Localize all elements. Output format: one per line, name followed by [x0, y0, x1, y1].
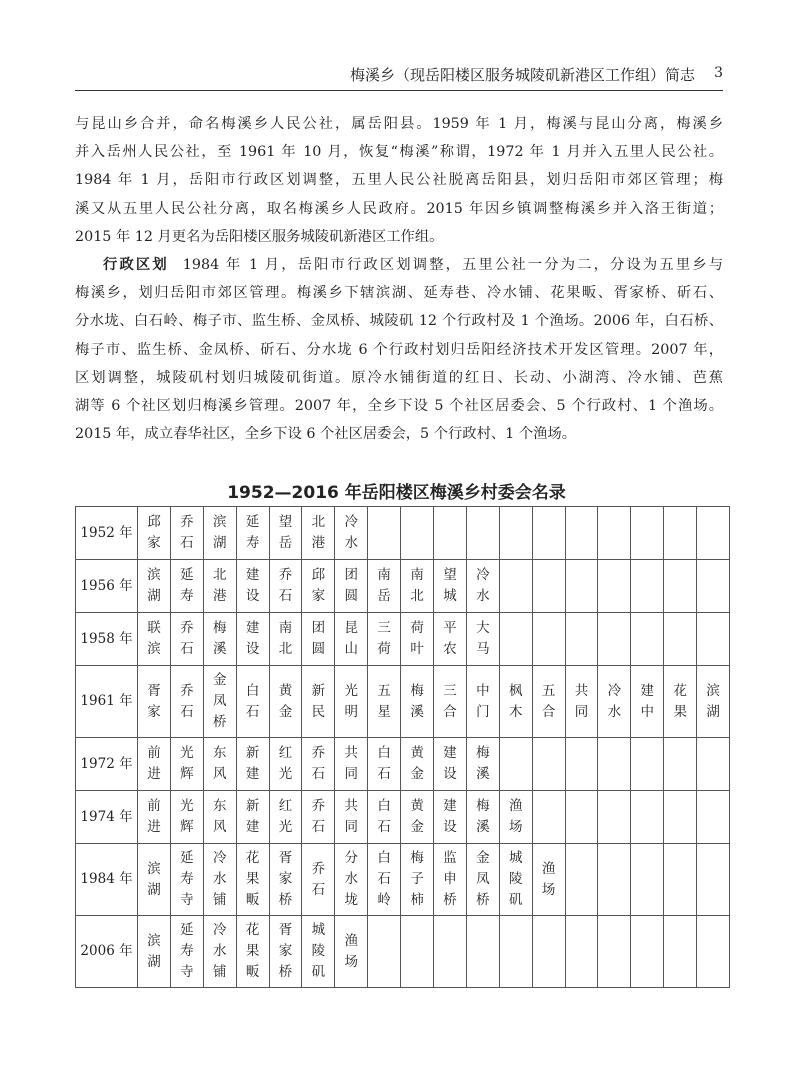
empty-cell — [368, 507, 401, 560]
village-name: 北港 — [311, 514, 326, 551]
village-name: 梅溪 — [476, 745, 490, 782]
village-name: 冷水 — [476, 567, 490, 604]
village-cell — [203, 738, 236, 791]
section-term: 行政区划 — [103, 256, 169, 273]
village-name: 建设 — [443, 745, 457, 782]
village-cell — [697, 666, 730, 738]
village-name: 新民 — [311, 682, 326, 720]
village-cell — [335, 507, 368, 560]
village-cell — [335, 791, 368, 844]
village-name: 建设 — [245, 620, 260, 657]
village-cell — [335, 738, 368, 791]
village-name: 光辉 — [180, 745, 194, 782]
village-name: 东风 — [212, 798, 227, 835]
village-name: 北港 — [212, 567, 227, 604]
village-cell — [302, 738, 335, 791]
village-cell — [335, 613, 368, 666]
empty-cell — [598, 791, 631, 844]
empty-cell — [631, 916, 664, 988]
empty-cell — [631, 738, 664, 791]
village-name: 黄金 — [410, 798, 424, 835]
text-line: 与昆山乡合并，命名梅溪乡人民公社，属岳阳县。1959 年 1 月，梅溪与昆山分离，梅溪乡 — [75, 116, 723, 132]
village-name: 建中 — [640, 682, 655, 720]
village-cell — [499, 666, 532, 738]
village-cell — [466, 791, 499, 844]
table-row — [76, 916, 730, 988]
village-name: 延寿 — [180, 567, 194, 604]
year-cell: 1958 年 — [76, 613, 138, 666]
empty-cell — [697, 507, 730, 560]
running-header — [75, 62, 723, 91]
table-row — [76, 560, 730, 613]
empty-cell — [499, 738, 532, 791]
village-cell — [269, 507, 302, 560]
village-name: 冷水 — [344, 514, 359, 551]
village-name: 建设 — [245, 567, 260, 604]
paragraph-history — [75, 110, 723, 251]
empty-cell — [598, 916, 631, 988]
village-cell — [598, 666, 631, 738]
village-cell — [368, 738, 401, 791]
village-name: 梅溪 — [410, 682, 424, 720]
table-row — [76, 613, 730, 666]
empty-cell — [598, 738, 631, 791]
village-cell — [236, 791, 269, 844]
village-name: 乔石 — [180, 620, 194, 657]
village-name: 三合 — [443, 682, 457, 720]
village-name: 共同 — [344, 745, 359, 782]
village-name: 冷水铺 — [212, 922, 227, 980]
village-cell — [236, 666, 269, 738]
village-cell — [203, 666, 236, 738]
village-name: 邱家 — [147, 514, 161, 551]
village-name: 五合 — [541, 682, 556, 720]
village-cell — [269, 844, 302, 916]
empty-cell — [664, 916, 697, 988]
village-name: 乔石 — [311, 860, 326, 898]
village-name: 监申桥 — [443, 850, 457, 908]
village-name: 渔场 — [508, 798, 523, 835]
village-name: 城陵矶 — [311, 922, 326, 980]
village-name: 白石 — [377, 798, 391, 835]
village-name: 延寿 — [245, 514, 260, 551]
text-line: 并入岳州人民公社，至 1961 年 10 月，恢复“梅溪”称谓，1972 年 1 月并入五里人民公社。 — [75, 144, 723, 161]
village-name: 花果 — [673, 682, 687, 720]
text-line: 湖等 6 个社区划归梅溪乡管理。2007 年，全乡下设 5 个社区居委会、5 个行政村、1 个渔场。 — [75, 397, 723, 414]
village-name: 新建 — [245, 745, 260, 782]
empty-cell — [664, 507, 697, 560]
village-cell — [302, 666, 335, 738]
village-name: 光明 — [344, 682, 359, 720]
village-name: 乔石 — [311, 798, 326, 835]
text-line: 分水垅、白石岭、梅子市、监生桥、金凤桥、城陵矶 12 个行政村及 1 个渔场。2006 年，白石桥、 — [75, 313, 723, 330]
village-cell — [203, 560, 236, 613]
village-cell — [401, 666, 434, 738]
year-cell: 1974 年 — [76, 791, 138, 844]
table-row — [76, 738, 730, 791]
village-cell — [434, 738, 467, 791]
village-cell — [499, 844, 532, 916]
village-name: 共同 — [574, 682, 589, 720]
empty-cell — [697, 844, 730, 916]
empty-cell — [664, 738, 697, 791]
empty-cell — [499, 560, 532, 613]
village-name: 冷水铺 — [212, 850, 227, 908]
village-cell — [203, 791, 236, 844]
village-name: 乔石 — [180, 514, 194, 551]
empty-cell — [532, 916, 565, 988]
village-name: 分水垅 — [344, 850, 359, 908]
village-name: 滨湖 — [147, 860, 161, 898]
village-cell — [302, 507, 335, 560]
village-name: 黄金 — [278, 682, 293, 720]
empty-cell — [697, 791, 730, 844]
village-name: 梅子柿 — [410, 850, 424, 908]
village-cell — [138, 844, 171, 916]
village-name: 金凤桥 — [212, 672, 227, 730]
village-name: 白石 — [245, 682, 260, 720]
village-name: 前进 — [147, 745, 161, 782]
empty-cell — [565, 560, 598, 613]
village-name: 金凤桥 — [476, 850, 490, 908]
village-cell — [203, 507, 236, 560]
table-row — [76, 791, 730, 844]
empty-cell — [631, 844, 664, 916]
village-name: 胥家桥 — [278, 922, 293, 980]
empty-cell — [532, 560, 565, 613]
village-name: 滨湖 — [147, 932, 161, 970]
year-cell: 2006 年 — [76, 916, 138, 988]
village-cell — [401, 844, 434, 916]
village-cell — [335, 666, 368, 738]
village-cell — [170, 507, 203, 560]
empty-cell — [499, 916, 532, 988]
village-cell — [203, 844, 236, 916]
village-cell — [532, 844, 565, 916]
village-cell — [269, 791, 302, 844]
empty-cell — [532, 613, 565, 666]
empty-cell — [565, 613, 598, 666]
empty-cell — [532, 507, 565, 560]
village-name: 大马 — [476, 620, 490, 657]
empty-cell — [466, 507, 499, 560]
table-row — [76, 844, 730, 916]
village-cell — [138, 916, 171, 988]
village-cell — [236, 560, 269, 613]
village-name: 渔场 — [541, 860, 556, 898]
village-cell — [302, 613, 335, 666]
text-line: 梅子市、监生桥、金凤桥、斫石、分水垅 6 个行政村划归岳阳经济技术开发区管理。2007 年， — [75, 341, 723, 358]
village-name: 望城 — [443, 567, 457, 604]
empty-cell — [598, 844, 631, 916]
village-cell — [302, 916, 335, 988]
empty-cell — [434, 507, 467, 560]
village-cell — [368, 844, 401, 916]
empty-cell — [697, 560, 730, 613]
village-cell — [434, 560, 467, 613]
village-name: 延寿寺 — [180, 922, 194, 980]
village-name: 昆山 — [344, 620, 359, 657]
village-cell — [269, 738, 302, 791]
empty-cell — [565, 844, 598, 916]
empty-cell — [565, 507, 598, 560]
text-line: 2015 年 12 月更名为岳阳楼区服务城陵矶新港区工作组。 — [75, 228, 444, 245]
village-name: 乔石 — [278, 567, 293, 604]
village-cell — [368, 560, 401, 613]
village-cell — [532, 666, 565, 738]
village-name: 滨湖 — [706, 682, 720, 720]
empty-cell — [598, 507, 631, 560]
page-number: 3 — [714, 65, 723, 81]
empty-cell — [499, 613, 532, 666]
empty-cell — [697, 916, 730, 988]
empty-cell — [532, 791, 565, 844]
village-cell — [269, 666, 302, 738]
village-name: 胥家 — [147, 682, 161, 720]
village-name: 白石岭 — [377, 850, 391, 908]
empty-cell — [401, 507, 434, 560]
village-name: 红光 — [278, 745, 293, 782]
empty-cell — [565, 916, 598, 988]
village-cell — [631, 666, 664, 738]
village-cell — [236, 507, 269, 560]
village-cell — [170, 613, 203, 666]
text-line-content: 1984 年 1 月，岳阳市行政区划调整，五里公社一分为二，分设为五里乡与 — [182, 256, 723, 273]
header-title: 梅溪乡（现岳阳楼区服务城陵矶新港区工作组）简志 — [349, 66, 695, 84]
village-cell — [368, 666, 401, 738]
village-cell — [138, 560, 171, 613]
village-name: 梅溪 — [476, 798, 490, 835]
village-cell — [138, 738, 171, 791]
village-cell — [434, 613, 467, 666]
village-name: 南岳 — [377, 567, 391, 604]
village-name: 三荷 — [377, 620, 391, 657]
village-roster-table — [75, 506, 730, 988]
empty-cell — [598, 560, 631, 613]
village-name: 建设 — [443, 798, 457, 835]
empty-cell — [565, 791, 598, 844]
village-name: 白石 — [377, 745, 391, 782]
village-cell — [236, 613, 269, 666]
village-name: 梅溪 — [212, 620, 227, 657]
village-cell — [236, 738, 269, 791]
empty-cell — [631, 791, 664, 844]
year-cell: 1972 年 — [76, 738, 138, 791]
village-name: 延寿寺 — [180, 850, 194, 908]
village-name: 荷叶 — [410, 620, 424, 657]
village-cell — [269, 613, 302, 666]
empty-cell — [664, 560, 697, 613]
village-name: 枫木 — [508, 682, 523, 720]
village-name: 滨湖 — [147, 567, 161, 604]
village-cell — [138, 791, 171, 844]
village-name: 胥家桥 — [278, 850, 293, 908]
empty-cell — [664, 791, 697, 844]
village-name: 红光 — [278, 798, 293, 835]
text-line: 溪又从五里人民公社分离，取名梅溪乡人民政府。2015 年因乡镇调整梅溪乡并入洛王街道； — [75, 200, 723, 217]
paragraph-admin-division — [75, 251, 723, 448]
village-name: 团圆 — [344, 567, 359, 604]
village-cell — [170, 738, 203, 791]
village-cell — [335, 916, 368, 988]
table-title: 1952—2016 年岳阳楼区梅溪乡村委会名录 — [227, 483, 566, 503]
year-cell: 1952 年 — [76, 507, 138, 560]
text-line: 1984 年 1 月，岳阳市行政区划调整，五里人民公社脱离岳阳县，划归岳阳市郊区管理；梅 — [75, 172, 723, 189]
empty-cell — [368, 916, 401, 988]
village-cell — [466, 613, 499, 666]
village-name: 乔石 — [311, 745, 326, 782]
empty-cell — [697, 613, 730, 666]
village-cell — [466, 666, 499, 738]
text-line — [75, 251, 723, 279]
empty-cell — [499, 507, 532, 560]
village-name: 南北 — [278, 620, 293, 657]
village-cell — [565, 666, 598, 738]
village-name: 邱家 — [311, 567, 326, 604]
village-cell — [170, 791, 203, 844]
village-cell — [401, 738, 434, 791]
village-name: 前进 — [147, 798, 161, 835]
village-cell — [466, 560, 499, 613]
year-cell: 1956 年 — [76, 560, 138, 613]
village-cell — [368, 613, 401, 666]
roster-body — [76, 507, 730, 988]
village-cell — [170, 844, 203, 916]
village-name: 联滨 — [147, 620, 161, 657]
village-name: 共同 — [344, 798, 359, 835]
village-cell — [170, 560, 203, 613]
empty-cell — [401, 916, 434, 988]
village-cell — [269, 560, 302, 613]
village-cell — [269, 916, 302, 988]
village-cell — [434, 791, 467, 844]
village-name: 团圆 — [311, 620, 326, 657]
village-name: 黄金 — [410, 745, 424, 782]
village-name: 冷水 — [607, 682, 622, 720]
village-name: 新建 — [245, 798, 260, 835]
village-cell — [335, 560, 368, 613]
village-cell — [499, 791, 532, 844]
village-cell — [236, 916, 269, 988]
village-cell — [170, 666, 203, 738]
empty-cell — [664, 613, 697, 666]
village-cell — [335, 844, 368, 916]
village-name: 五星 — [377, 682, 391, 720]
year-cell: 1961 年 — [76, 666, 138, 738]
empty-cell — [664, 844, 697, 916]
empty-cell — [466, 916, 499, 988]
village-cell — [203, 613, 236, 666]
text-line: 2015 年，成立春华社区，全乡下设 6 个社区居委会，5 个行政村、1 个渔场。 — [75, 426, 577, 443]
village-cell — [138, 613, 171, 666]
village-cell — [368, 791, 401, 844]
village-cell — [401, 791, 434, 844]
village-name: 城陵矶 — [508, 850, 523, 908]
village-cell — [466, 738, 499, 791]
village-cell — [302, 791, 335, 844]
empty-cell — [697, 738, 730, 791]
village-name: 花果畈 — [245, 850, 260, 908]
year-cell: 1984 年 — [76, 844, 138, 916]
empty-cell — [532, 738, 565, 791]
village-cell — [434, 844, 467, 916]
empty-cell — [631, 560, 664, 613]
village-cell — [138, 507, 171, 560]
village-name: 中门 — [476, 682, 490, 720]
village-cell — [434, 666, 467, 738]
village-cell — [302, 844, 335, 916]
village-name: 花果畈 — [245, 922, 260, 980]
empty-cell — [631, 613, 664, 666]
village-name: 渔场 — [344, 932, 359, 970]
village-name: 平农 — [443, 620, 457, 657]
empty-cell — [434, 916, 467, 988]
village-cell — [302, 560, 335, 613]
empty-cell — [565, 738, 598, 791]
empty-cell — [598, 613, 631, 666]
village-cell — [170, 916, 203, 988]
village-cell — [138, 666, 171, 738]
table-row — [76, 507, 730, 560]
village-name: 东风 — [212, 745, 227, 782]
body-text — [75, 110, 723, 448]
village-name: 望岳 — [278, 514, 293, 551]
village-name: 乔石 — [180, 682, 194, 720]
village-cell — [401, 613, 434, 666]
village-cell — [401, 560, 434, 613]
village-name: 光辉 — [180, 798, 194, 835]
village-cell — [664, 666, 697, 738]
village-cell — [466, 844, 499, 916]
village-cell — [203, 916, 236, 988]
text-line: 区划调整，城陵矶村划归城陵矶街道。原冷水铺街道的红日、长动、小湖湾、冷水铺、芭蕉 — [75, 369, 723, 386]
empty-cell — [631, 507, 664, 560]
village-name: 南北 — [410, 567, 424, 604]
village-cell — [236, 844, 269, 916]
village-name: 滨湖 — [212, 514, 227, 551]
text-line: 梅溪乡，划归岳阳市郊区管理。梅溪乡下辖滨湖、延寿巷、冷水铺、花果畈、胥家桥、斫石、 — [75, 285, 723, 302]
table-row — [76, 666, 730, 738]
